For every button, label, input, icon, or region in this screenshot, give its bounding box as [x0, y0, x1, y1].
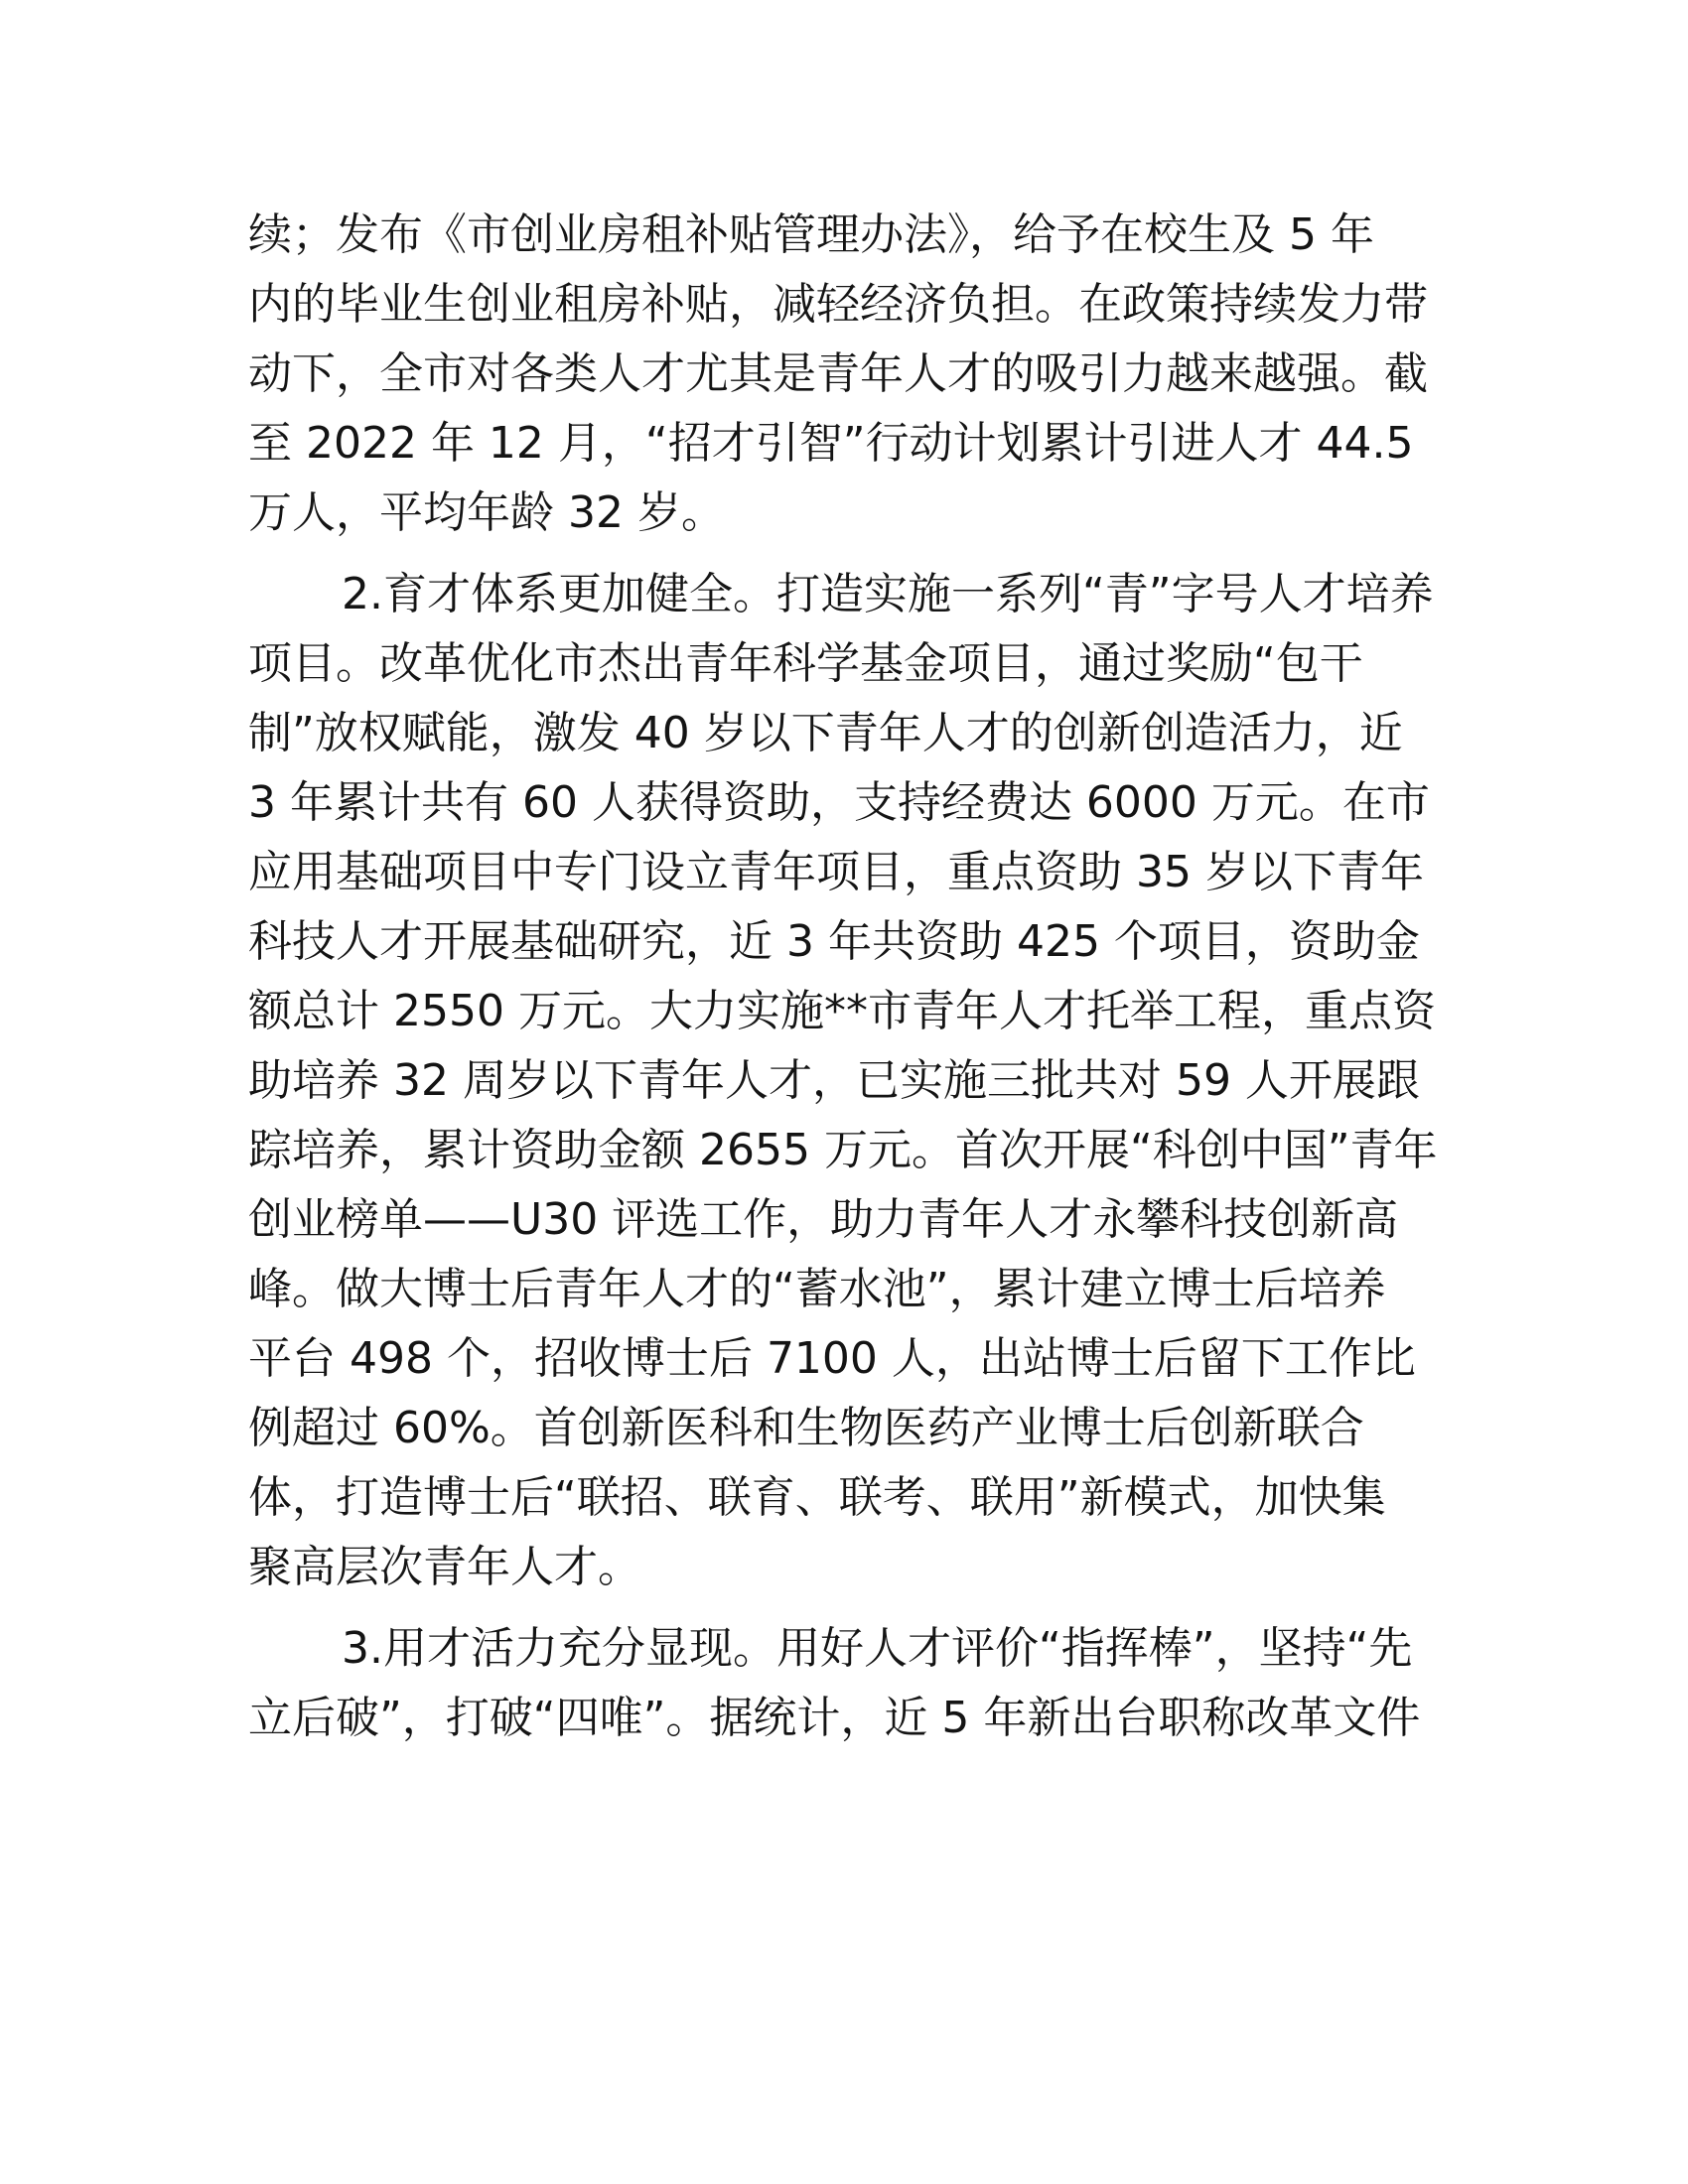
text-line: 额总计 2550 万元。大力实施**市青年人才托举工程，重点资 [248, 986, 1436, 1036]
text-line: 科技人才开展基础研究，近 3 年共资助 425 个项目，资助金 [248, 916, 1420, 967]
text-line: 制”放权赋能，激发 40 岁以下青年人才的创新创造活力，近 [248, 708, 1403, 758]
text-line: 峰。做大博士后青年人才的“蓄水池”，累计建立博士后培养 [248, 1264, 1386, 1314]
text-line: 体，打造博士后“联招、联育、联考、联用”新模式，加快集 [248, 1472, 1386, 1523]
text-line: 平台 498 个，招收博士后 7100 人，出站博士后留下工作比 [248, 1333, 1416, 1384]
text-line: 续；发布《市创业房租补贴管理办法》，给予在校生及 5 年 [248, 209, 1374, 260]
text-line: 项目。改革优化市杰出青年科学基金项目，通过奖励“包干 [248, 638, 1363, 689]
text-line: 至 2022 年 12 月，“招才引智”行动计划累计引进人才 44.5 [248, 418, 1414, 469]
text-line: 立后破”，打破“四唯”。据统计，近 5 年新出台职称改革文件 [248, 1693, 1421, 1743]
paragraph-heading-3: 3.用才活力充分显现。用好人才评价“指挥棒”，坚持“先 [342, 1623, 1413, 1674]
text-line: 踪培养，累计资助金额 2655 万元。首次开展“科创中国”青年 [248, 1125, 1438, 1175]
text-line: 创业榜单——U30 评选工作，助力青年人才永攀科技创新高 [248, 1194, 1399, 1245]
paragraph-heading-2: 2.育才体系更加健全。打造实施一系列“青”字号人才培养 [342, 569, 1434, 619]
text-line: 万人，平均年龄 32 岁。 [248, 487, 725, 538]
text-line: 聚高层次青年人才。 [248, 1542, 641, 1592]
text-line: 内的毕业生创业租房补贴，减轻经济负担。在政策持续发力带 [248, 279, 1428, 330]
text-line: 3 年累计共有 60 人获得资助，支持经费达 6000 万元。在市 [248, 777, 1430, 828]
text-line: 例超过 60%。首创新医科和生物医药产业博士后创新联合 [248, 1403, 1364, 1453]
text-line: 助培养 32 周岁以下青年人才，已实施三批共对 59 人开展跟 [248, 1055, 1420, 1106]
text-line: 动下，全市对各类人才尤其是青年人才的吸引力越来越强。截 [248, 348, 1428, 399]
text-line: 应用基础项目中专门设立青年项目，重点资助 35 岁以下青年 [248, 847, 1424, 897]
